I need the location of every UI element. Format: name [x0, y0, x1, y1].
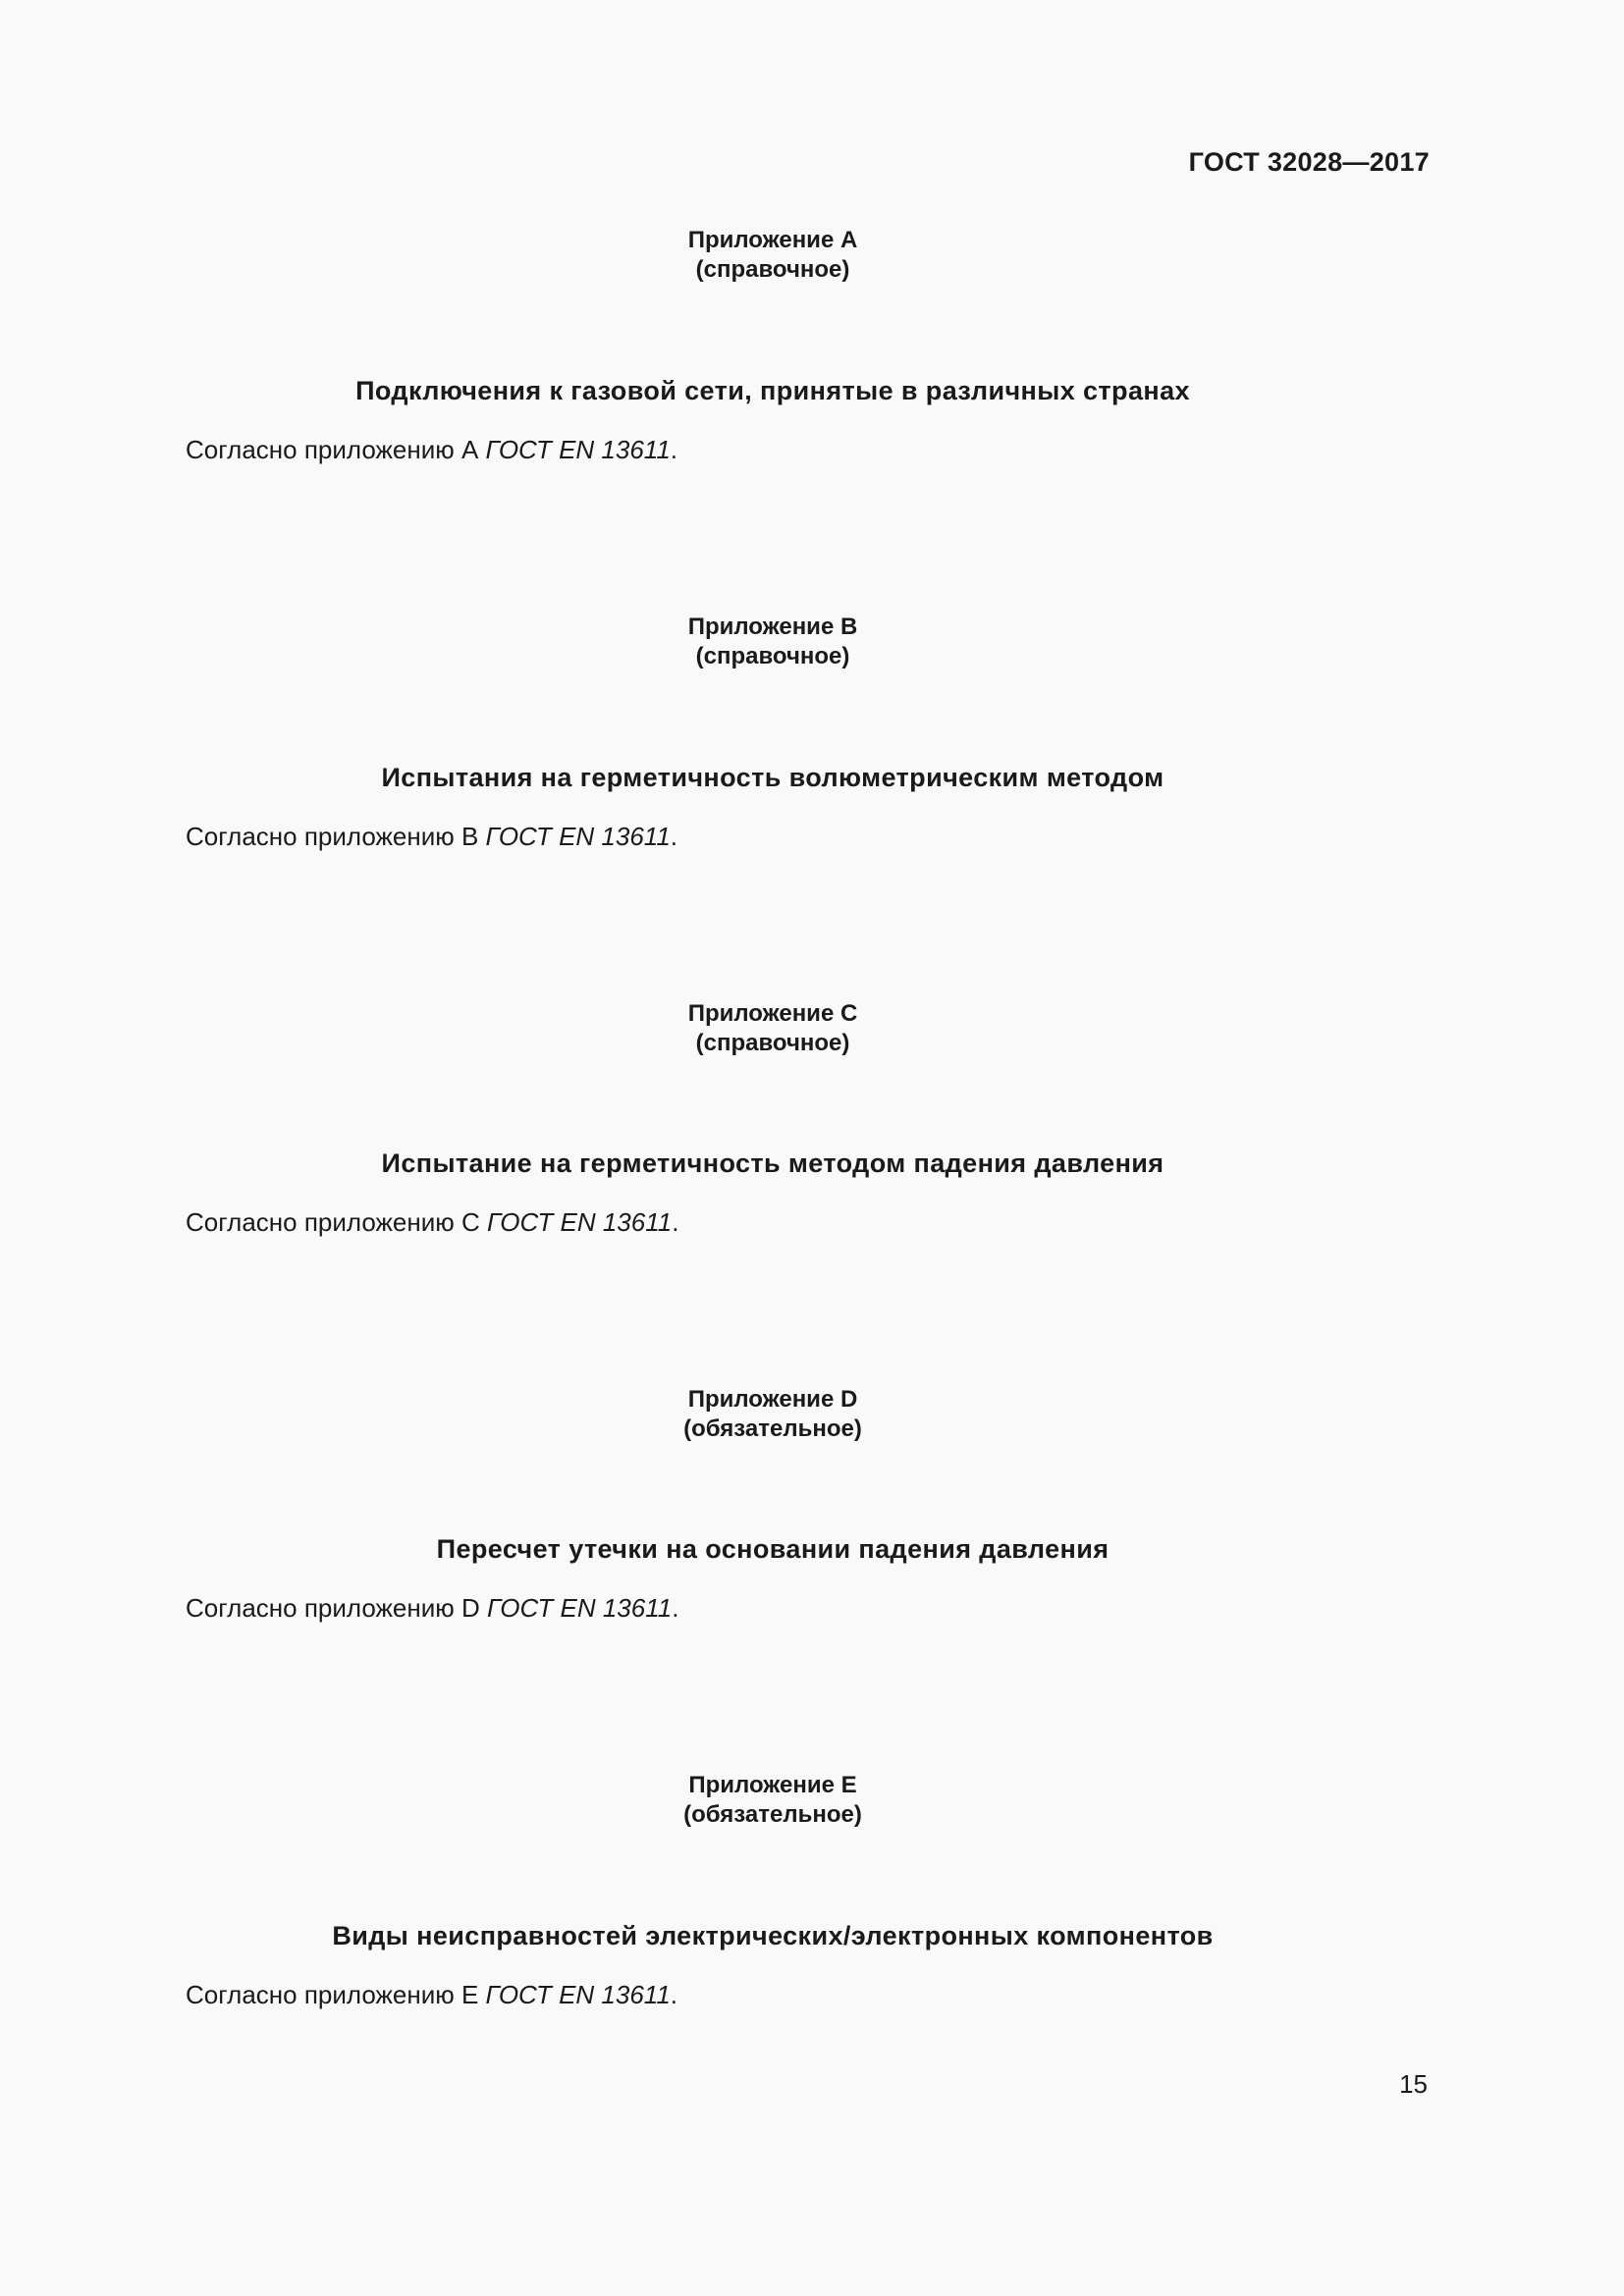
appendix-a-reference: ГОСТ EN 13611 [485, 435, 671, 464]
appendix-e-title: Виды неисправностей электрических/электронных компонентов [332, 1921, 1214, 1950]
document-code: ГОСТ 32028—2017 [1188, 147, 1430, 177]
appendix-b-status: (справочное) [695, 643, 850, 669]
appendix-d-reference: ГОСТ EN 13611 [486, 1593, 673, 1623]
appendix-e-body-text: Согласно приложению Е [186, 1980, 486, 2009]
appendix-a-body [186, 433, 677, 466]
appendix-c-status: (справочное) [695, 1030, 850, 1056]
page-number: 15 [1399, 2069, 1428, 2099]
appendix-e-body-end: . [670, 1980, 678, 2009]
appendix-a-body-text: Согласно приложению А [186, 435, 486, 464]
appendix-b-number: Приложение В [687, 614, 858, 640]
appendix-a-label [0, 226, 1545, 285]
appendix-c-body-text: Согласно приложению С [186, 1207, 487, 1237]
appendix-b-label [0, 613, 1545, 671]
appendix-d-body [186, 1591, 678, 1625]
appendix-c-title: Испытание на герметичность методом падения давления [381, 1148, 1164, 1178]
appendix-c-label [0, 999, 1545, 1058]
appendix-e-number: Приложение Е [688, 1772, 857, 1798]
appendix-e-label [0, 1771, 1545, 1830]
appendix-c-body-end: . [672, 1207, 679, 1237]
appendix-d-label [0, 1385, 1545, 1444]
appendix-d-body-text: Согласно приложению D [186, 1593, 487, 1623]
appendix-a-body-end: . [670, 435, 678, 464]
appendix-a-status: (справочное) [695, 256, 850, 283]
appendix-e-body [186, 1978, 677, 2011]
appendix-c-reference: ГОСТ EN 13611 [486, 1207, 673, 1237]
appendix-b-body [186, 820, 677, 853]
appendix-e-reference: ГОСТ EN 13611 [485, 1980, 671, 2009]
appendix-d-title: Пересчет утечки на основании падения давления [436, 1534, 1110, 1564]
appendix-b-title: Испытания на герметичность волюметрическим методом [381, 763, 1164, 792]
appendix-a-title: Подключения к газовой сети, принятые в различных странах [355, 376, 1190, 405]
appendix-e-status: (обязательное) [683, 1801, 862, 1828]
appendix-d-number: Приложение D [687, 1386, 858, 1413]
appendix-c-number: Приложение С [687, 1000, 858, 1027]
appendix-b-reference: ГОСТ EN 13611 [485, 822, 671, 851]
appendix-a-number: Приложение А [687, 227, 858, 253]
appendix-b-body-end: . [670, 822, 678, 851]
appendix-b-body-text: Согласно приложению В [186, 822, 486, 851]
appendix-c-body [186, 1205, 678, 1239]
appendix-d-body-end: . [672, 1593, 679, 1623]
appendix-d-status: (обязательное) [683, 1415, 862, 1442]
